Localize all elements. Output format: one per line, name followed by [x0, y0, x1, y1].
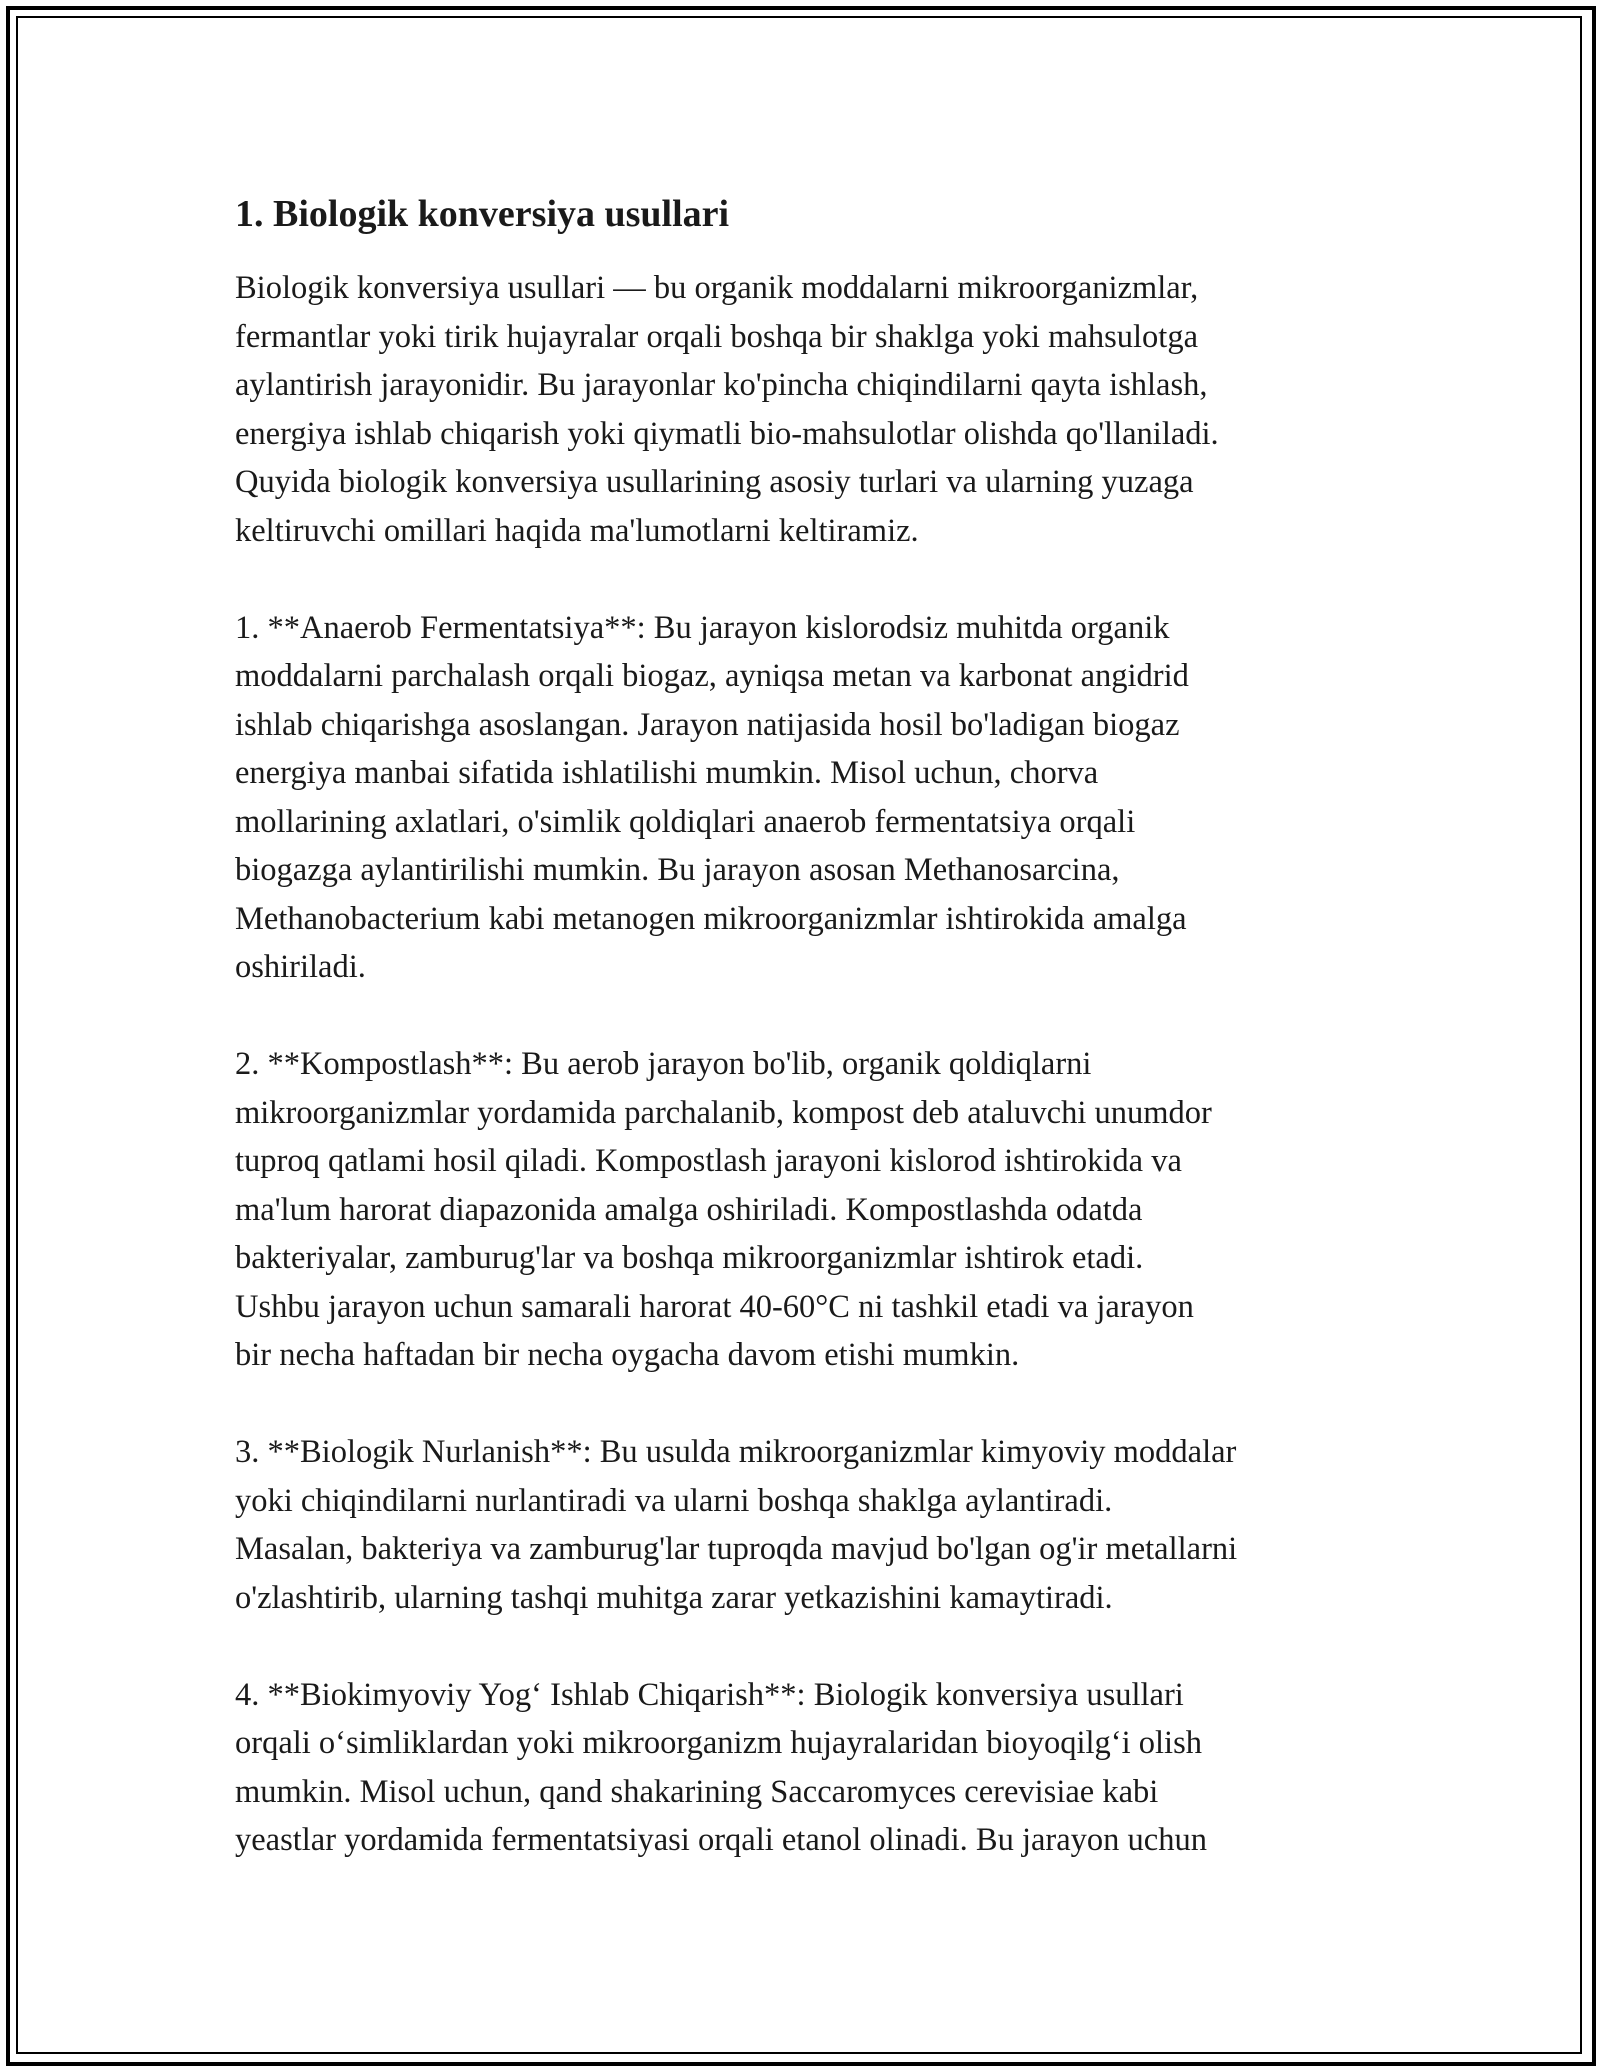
- paragraph-biologik-nurlanish: [235, 1428, 1395, 1622]
- paragraph-intro: [235, 264, 1395, 555]
- text-line: Biologik konversiya usullari — bu organik moddalarni mikroorganizmlar,: [235, 270, 1199, 306]
- paragraph-anaerob-fermentatsiya: [235, 604, 1395, 992]
- text-line: yoki chiqindilarni nurlantiradi va ularni boshqa shaklga aylantiradi.: [235, 1482, 1113, 1519]
- text-line: moddalarni parchalash orqali biogaz, ayniqsa metan va karbonat angidrid: [235, 658, 1189, 694]
- document-body: [235, 186, 1395, 1913]
- text-line: mumkin. Misol uchun, qand shakarining Saccaromyces cerevisiae kabi: [235, 1773, 1159, 1810]
- text-line: biogazga aylantirilishi mumkin. Bu jarayon asosan Methanosarcina,: [235, 852, 1120, 888]
- text-line: bir necha haftadan bir necha oygacha davom etishi mumkin.: [235, 1337, 1020, 1373]
- text-line: 2. **Kompostlash**: Bu aerob jarayon bo'lib, organik qoldiqlarni: [235, 1046, 1092, 1082]
- text-line: oshiriladi.: [235, 949, 366, 985]
- text-line: mollarining axlatlari, o'simlik qoldiqlari anaerob fermentatsiya orqali: [235, 803, 1136, 840]
- text-line: 3. **Biologik Nurlanish**: Bu usulda mikroorganizmlar kimyoviy moddalar: [235, 1434, 1237, 1470]
- text-line: Masalan, bakteriya va zamburug'lar tuproqda mavjud bo'lgan og'ir metallarni: [235, 1531, 1238, 1567]
- paragraph-kompostlash: [235, 1040, 1395, 1380]
- text-line: Ushbu jarayon uchun samarali harorat 40-60°C ni tashkil etadi va jarayon: [235, 1288, 1194, 1325]
- text-line: fermantlar yoki tirik hujayralar orqali boshqa bir shaklga yoki mahsulotga: [235, 318, 1199, 355]
- text-line: Quyida biologik konversiya usullarining asosiy turlari va ularning yuzaga: [235, 464, 1194, 500]
- text-line: o'zlashtirib, ularning tashqi muhitga zarar yetkazishini kamaytiradi.: [235, 1579, 1113, 1616]
- text-line: orqali o‘simliklardan yoki mikroorganizm hujayralaridan bioyoqilg‘i olish: [235, 1725, 1202, 1761]
- text-line: Methanobacterium kabi metanogen mikroorganizmlar ishtirokida amalga: [235, 900, 1187, 937]
- text-line: bakteriyalar, zamburug'lar va boshqa mikroorganizmlar ishtirok etadi.: [235, 1240, 1144, 1276]
- paragraph-biokimyoviy-yog: [235, 1671, 1395, 1865]
- text-line: yeastlar yordamida fermentatsiyasi orqali etanol olinadi. Bu jarayon uchun: [235, 1822, 1207, 1858]
- text-line: mikroorganizmlar yordamida parchalanib, kompost deb ataluvchi unumdor: [235, 1094, 1212, 1131]
- text-line: energiya manbai sifatida ishlatilishi mumkin. Misol uchun, chorva: [235, 755, 1099, 791]
- text-line: ma'lum harorat diapazonida amalga oshiriladi. Kompostlashda odatda: [235, 1191, 1143, 1228]
- text-line: energiya ishlab chiqarish yoki qiymatli bio-mahsulotlar olishda qo'llaniladi.: [235, 415, 1219, 452]
- text-line: tuproq qatlami hosil qiladi. Kompostlash jarayoni kislorod ishtirokida va: [235, 1143, 1182, 1179]
- page-title: 1. Biologik konversiya usullari: [235, 193, 730, 235]
- text-line: 4. **Biokimyoviy Yog‘ Ishlab Chiqarish**: Biologik konversiya usullari: [235, 1676, 1184, 1713]
- text-line: ishlab chiqarishga asoslangan. Jarayon natijasida hosil bo'ladigan biogaz: [235, 706, 1180, 743]
- text-line: keltiruvchi omillari haqida ma'lumotlarni keltiramiz.: [235, 512, 919, 549]
- text-line: 1. **Anaerob Fermentatsiya**: Bu jarayon kislorodsiz muhitda organik: [235, 609, 1170, 646]
- text-line: aylantirish jarayonidir. Bu jarayonlar ko'pincha chiqindilarni qayta ishlash,: [235, 367, 1208, 403]
